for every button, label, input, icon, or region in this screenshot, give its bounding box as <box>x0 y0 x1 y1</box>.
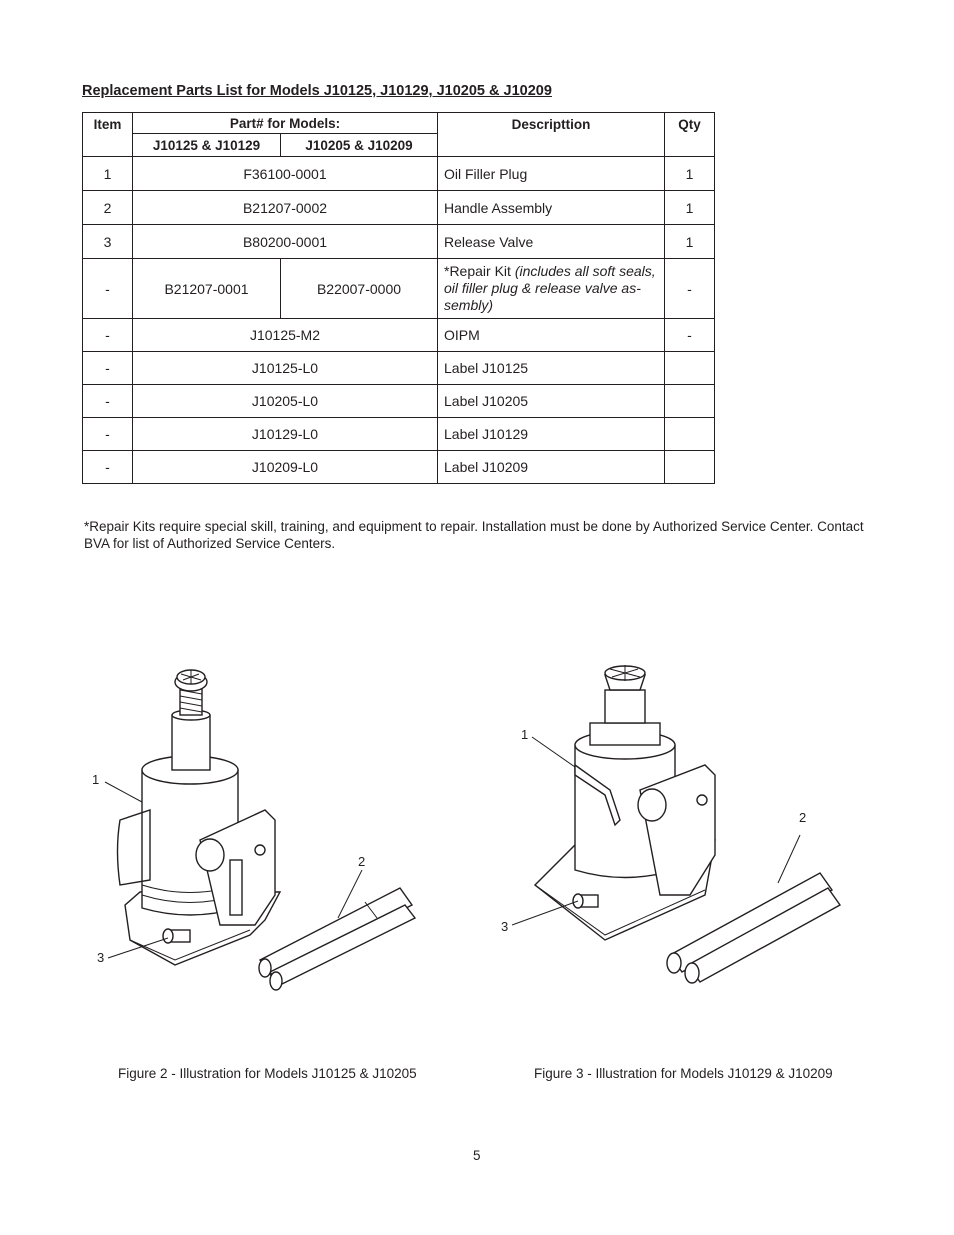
header-part-models: Part# for Models: <box>133 113 438 134</box>
figure-3-callout-3: 3 <box>501 919 509 934</box>
table-row <box>83 225 715 259</box>
table-row <box>83 191 715 225</box>
table-row <box>83 451 715 484</box>
header-item: Item <box>83 113 133 157</box>
cell-item: 2 <box>83 191 133 225</box>
cell-qty <box>665 418 715 451</box>
cell-item: - <box>83 352 133 385</box>
header-qty: Qty <box>665 113 715 157</box>
cell-qty: - <box>665 319 715 352</box>
cell-part: B21207-0002 <box>133 191 438 225</box>
cell-item: - <box>83 451 133 484</box>
figure-2-callout-2: 2 <box>358 854 366 869</box>
cell-part-a: B21207-0001 <box>133 259 281 319</box>
cell-part: J10205-L0 <box>133 385 438 418</box>
cell-description: Label J10129 <box>438 418 665 451</box>
cell-item: 3 <box>83 225 133 259</box>
cell-part: J10125-M2 <box>133 319 438 352</box>
cell-description: Label J10209 <box>438 451 665 484</box>
figure-3-caption: Figure 3 - Illustration for Models J10129 & J10209 <box>534 1066 833 1081</box>
repair-kit-note: *Repair Kits require special skill, training, and equipment to repair. Installation must be done by Authorized Service Center. Contact BVA for list of Authorized Service Centers. <box>84 519 864 551</box>
cell-description: Handle Assembly <box>438 191 665 225</box>
repair-kit-contents: (includes all soft seals, oil filler plug & release valve as-sembly) <box>444 263 656 313</box>
cell-description <box>438 259 665 319</box>
page-number: 5 <box>473 1148 481 1163</box>
header-description: Descripttion <box>438 113 665 157</box>
bottle-jack-short-illustration <box>510 655 860 995</box>
cell-qty <box>665 352 715 385</box>
cell-part-b: B22007-0000 <box>281 259 438 319</box>
table-row <box>83 319 715 352</box>
figure-2-caption: Figure 2 - Illustration for Models J10125 & J10205 <box>118 1066 417 1081</box>
cell-item: - <box>83 385 133 418</box>
cell-part: J10125-L0 <box>133 352 438 385</box>
repair-kit-label: *Repair Kit <box>444 263 515 279</box>
cell-qty: - <box>665 259 715 319</box>
figure-2-callout-1: 1 <box>92 772 100 787</box>
cell-description: Label J10205 <box>438 385 665 418</box>
header-model-group-b: J10205 & J10209 <box>281 134 438 157</box>
header-model-group-a: J10125 & J10129 <box>133 134 281 157</box>
table-row <box>83 418 715 451</box>
cell-item: - <box>83 319 133 352</box>
cell-item: - <box>83 418 133 451</box>
figure-2-callout-3: 3 <box>97 950 105 965</box>
cell-description: Oil Filler Plug <box>438 157 665 191</box>
cell-part: J10209-L0 <box>133 451 438 484</box>
table-row <box>83 352 715 385</box>
page-title: Replacement Parts List for Models J10125, J10129, J10205 & J10209 <box>82 83 552 99</box>
cell-part: B80200-0001 <box>133 225 438 259</box>
cell-qty: 1 <box>665 191 715 225</box>
figure-3-callout-2: 2 <box>799 810 807 825</box>
table-row <box>83 157 715 191</box>
cell-description: OIPM <box>438 319 665 352</box>
figure-3-callout-1: 1 <box>521 727 529 742</box>
cell-part: F36100-0001 <box>133 157 438 191</box>
cell-description: Release Valve <box>438 225 665 259</box>
cell-item: 1 <box>83 157 133 191</box>
table-row-repair-kit <box>83 259 715 319</box>
cell-qty <box>665 385 715 418</box>
bottle-jack-tall-illustration <box>80 660 430 1000</box>
cell-description: Label J10125 <box>438 352 665 385</box>
parts-table <box>82 112 715 484</box>
cell-qty: 1 <box>665 157 715 191</box>
cell-qty <box>665 451 715 484</box>
table-row <box>83 385 715 418</box>
cell-qty: 1 <box>665 225 715 259</box>
cell-item: - <box>83 259 133 319</box>
cell-part: J10129-L0 <box>133 418 438 451</box>
